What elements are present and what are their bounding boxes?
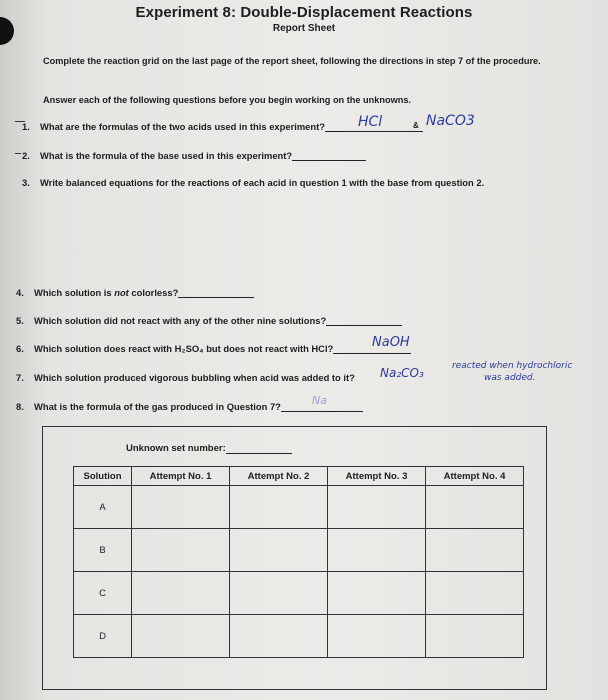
solution-label-a: A [74, 486, 132, 529]
question-2 [22, 150, 366, 161]
grid-cell[interactable] [426, 615, 524, 658]
grid-cell[interactable] [132, 529, 230, 572]
margin-tick-mark [15, 153, 21, 154]
handwritten-note: was added. [484, 373, 536, 383]
grid-cell[interactable] [328, 486, 426, 529]
question-text: Which solution did not react with any of the other nine solutions? [34, 315, 327, 326]
question-number: 7. [16, 372, 24, 383]
question-8 [16, 401, 363, 412]
table-row [74, 572, 524, 615]
question-text: What is the formula of the base used in this experiment? [40, 150, 293, 161]
question-4 [16, 287, 254, 298]
handwritten-answer: Na₂CO₃ [380, 366, 424, 380]
answer-instructions: Answer each of the following questions before you begin working on the unknowns. [43, 95, 412, 105]
handwritten-answer: NaCO3 [426, 113, 475, 129]
handwritten-answer: HCl [358, 114, 383, 130]
solution-label-c: C [74, 572, 132, 615]
answer-blank[interactable] [178, 287, 254, 298]
table-row [74, 486, 524, 529]
grid-cell[interactable] [328, 529, 426, 572]
grid-cell[interactable] [328, 615, 426, 658]
grid-cell[interactable] [132, 486, 230, 529]
question-text: Which solution does react with H₂SO₄ but does not react with HCl? [34, 343, 334, 354]
page-title: Experiment 8: Double-Displacement Reactions [135, 4, 473, 21]
grid-cell[interactable] [230, 572, 328, 615]
question-number: 1. [22, 121, 30, 132]
question-text: Write balanced equations for the reactions of each acid in question 1 with the base from question 2. [40, 177, 485, 188]
solution-label-d: D [74, 615, 132, 658]
unknown-set-label: Unknown set number: [126, 443, 226, 454]
header-attempt-4: Attempt No. 4 [426, 467, 524, 486]
grid-cell[interactable] [230, 615, 328, 658]
answer-blank[interactable] [292, 150, 366, 161]
grid-cell[interactable] [230, 486, 328, 529]
question-text: What are the formulas of the two acids used in this experiment? [40, 121, 325, 132]
question-number: 3. [22, 177, 30, 188]
question-number: 5. [16, 315, 24, 326]
grid-cell[interactable] [426, 529, 524, 572]
grid-cell[interactable] [426, 572, 524, 615]
grid-cell[interactable] [426, 486, 524, 529]
instructions-text: Complete the reaction grid on the last page of the report sheet, following the directions in step 7 of the procedure. [43, 56, 541, 66]
answer-separator: & [413, 121, 419, 130]
question-6 [16, 343, 411, 354]
unknown-set-blank[interactable] [226, 443, 292, 454]
answer-blank[interactable] [326, 315, 402, 326]
question-3 [22, 177, 484, 188]
header-attempt-2: Attempt No. 2 [230, 467, 328, 486]
unknowns-grid [73, 466, 524, 658]
question-number: 8. [16, 401, 24, 412]
grid-cell[interactable] [132, 615, 230, 658]
header-attempt-1: Attempt No. 1 [132, 467, 230, 486]
handwritten-answer-faint: Na [312, 394, 327, 407]
question-text: Which solution produced vigorous bubbling when acid was added to it? [34, 372, 355, 383]
question-7 [16, 372, 355, 383]
question-number: 6. [16, 343, 24, 354]
header-attempt-3: Attempt No. 3 [328, 467, 426, 486]
question-text: What is the formula of the gas produced in Question 7? [34, 401, 281, 412]
question-text: colorless? [128, 287, 179, 298]
grid-cell[interactable] [230, 529, 328, 572]
solution-label-b: B [74, 529, 132, 572]
page-subtitle: Report Sheet [272, 23, 336, 34]
handwritten-answer: NaOH [372, 335, 410, 350]
question-number: 2. [22, 150, 30, 161]
table-row [74, 615, 524, 658]
table-row [74, 529, 524, 572]
unknown-set-number [126, 443, 292, 454]
question-text: Which solution is [34, 287, 115, 298]
handwritten-note: reacted when hydrochloric [452, 361, 573, 371]
header-solution: Solution [74, 467, 132, 486]
grid-cell[interactable] [328, 572, 426, 615]
question-emphasis: not [114, 287, 129, 298]
grid-header-row [74, 467, 524, 486]
question-5 [16, 315, 402, 326]
grid-cell[interactable] [132, 572, 230, 615]
question-number: 4. [16, 287, 24, 298]
